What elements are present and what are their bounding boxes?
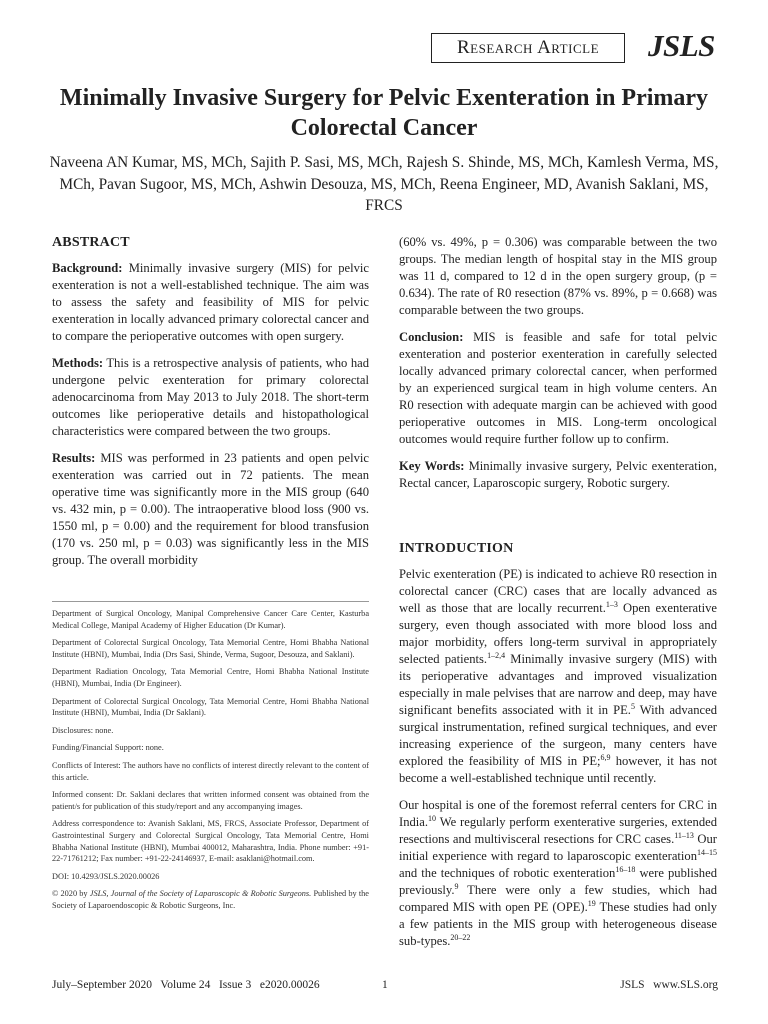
keywords <box>399 458 717 492</box>
doi: DOI: 10.4293/JSLS.2020.00026 <box>52 871 160 881</box>
conclusion-label: Conclusion: <box>399 330 464 344</box>
background-label: Background: <box>52 261 123 275</box>
citation: 1–3 <box>605 599 618 609</box>
keywords-text: Minimally invasive surgery, Pelvic exenteration, Rectal cancer, Laparoscopic surgery, Robotic surgery. <box>399 459 717 490</box>
footnote: Address correspondence to: Avanish Saklani, MS, FRCS, Associate Professor, Department of Gastrointestinal Surgery and Colorectal Surgical Oncology, Tata Memorial Centre, Homi Bhabha National Institute (HBNI), Mumbai 400012, Maharashtra, India. Phone number: +91-22-71761212; Fax number: +91-22-24146937, E-mail: asaklani@hotmail.com. <box>52 819 369 864</box>
footnote: Department of Colorectal Surgical Oncology, Tata Memorial Centre, Homi Bhabha National Institute (HBNI), Mumbai, India (Dr Saklani). <box>52 696 369 718</box>
abstract-conclusion <box>399 329 717 448</box>
footnote: Informed consent: Dr. Saklani declares that written informed consent was obtained from the patient/s for publication of this study/report and any accompanying images. <box>52 790 369 811</box>
page-number: 1 <box>382 979 388 991</box>
citation: 9 <box>454 881 459 891</box>
conclusion-text: MIS is feasible and safe for total pelvic exenteration and posterior exenteration in carefully selected locally advanced primary colorectal cancer, when performed by an experienced surgical team in high volume centers. An R0 resection with adequate margin can be achieved with good perioperative outcomes in MIS. Long-term oncological outcomes would require further follow up to confirm. <box>399 330 717 446</box>
citation: 19 <box>587 898 596 908</box>
footnote: Funding/Financial Support: none. <box>52 743 164 753</box>
article-type-label: Research Article <box>431 33 625 63</box>
abstract-methods <box>52 355 369 440</box>
introduction-heading: INTRODUCTION <box>399 541 514 556</box>
abstract-results <box>52 450 369 569</box>
intro-paragraph-2: Our hospital is one of the foremost referral centers for CRC in India.$^{10}$ We regularly perform exenterative surgeries, extended resections and multivisceral resections for CRC cases.$^{11-13}$ Our initial experience with regard to laparoscopic exenteration$^{14-15}$ and the techniques of robotic exenteration$^{16-18}$ were published previously.$^9$ There were only a few studies, which had compared MIS with open PE (OPE).$^{19}$ These studies had only a few patients in the MIS group with heterogeneous disease sub-types.$^{20-22}$ <box>399 798 718 948</box>
citation: 1–2,4 <box>487 650 506 660</box>
right-column <box>399 234 717 960</box>
background-text: Minimally invasive surgery (MIS) for pelvic exenteration is not a well-established technique. The aim was to assess the safety and feasibility of MIS for pelvic exenteration in locally advanced primary colorectal cancer and to compare the perioperative outcomes with open surgery. <box>52 261 369 343</box>
footnote: Conflicts of Interest: The authors have no conflicts of interest directly relevant to the content of this article. <box>52 760 369 782</box>
results-label: Results: <box>52 451 96 465</box>
citation: 14–15 <box>697 847 717 857</box>
footnote: Department of Surgical Oncology, Manipal Comprehensive Cancer Care Center, Kasturba Medical College, Manipal Academy of Higher Education (Dr Kumar). <box>52 609 369 630</box>
journal-site: JSLS www.SLS.org <box>620 979 718 991</box>
citation: 16–18 <box>615 864 636 874</box>
citation: 20–22 <box>450 932 471 942</box>
citation: 5 <box>630 701 635 711</box>
article-title: Minimally Invasive Surgery for Pelvic Exenteration in Primary Colorectal Cancer <box>59 85 709 141</box>
intro-paragraph-1: Pelvic exenteration (PE) is indicated to achieve R0 resection in colorectal cancer (CRC) cases that are locally advanced as well as those that are locally recurrent.$^{1-3}$ Open exenterative surgery, even though associated with more blood loss and major morbidity, offers long-term survival in appropriately selected patients.$^{1-2,4}$ Minimally invasive surgery (MIS) with its perioperative advantages and improved visualization especially in male pelvises that are narrow and deep, may have significant benefits associated with it in PE.$^5$ With advanced surgical instrumentation, refined surgical techniques, and ever increasing experience of the surgeon, many centers have explored the feasibility of MIS in PE;$^{6,9}$ however, it has not become a well-established technique until recently. <box>399 567 717 785</box>
issue-info: July–September 2020 Volume 24 Issue 3 e2020.00026 <box>52 979 320 991</box>
citation: 11–13 <box>674 830 694 840</box>
footnote: Department of Colorectal Surgical Oncology, Tata Memorial Centre, Homi Bhabha National Institute (HBNI), Mumbai, India (Drs Sasi, Shinde, Verma, Sugoor, Desouza, and Saklani). <box>52 638 369 659</box>
author-list: Naveena AN Kumar, MS, MCh, Sajith P. Sasi, MS, MCh, Rajesh S. Shinde, MS, MCh, Kamlesh Verma, MS, MCh, Pavan Sugoor, MS, MCh, Ashwin Desouza, MS, MCh, Reena Engineer, MD, Avanish Saklani, MS, FRCS <box>49 154 719 214</box>
keywords-label: Key Words: <box>399 459 465 473</box>
footnotes <box>52 601 369 917</box>
citation: 10 <box>428 813 437 823</box>
citation: 6,9 <box>600 752 611 762</box>
left-column <box>52 234 369 579</box>
methods-label: Methods: <box>52 356 104 370</box>
abstract-background <box>52 260 369 345</box>
journal-logo: JSLS <box>648 28 715 63</box>
methods-text: This is a retrospective analysis of patients, who had undergone pelvic exenteration for primary colorectal adenocarcinoma from May 2013 to July 2018. The short-term outcomes like perioperative details and histopathological characteristics were compared between the two groups. <box>52 356 370 438</box>
results-continued: (60% vs. 49%, p = 0.306) was comparable between the two groups. The median length of hospital stay in the MIS group was 11 d, compared to 12 d in the open surgery group, (p = 0.634). The rate of R0 resection (87% vs. 89%, p = 0.668) was comparable between the two groups. <box>399 235 717 317</box>
abstract-heading: ABSTRACT <box>52 235 130 250</box>
results-text: MIS was performed in 23 patients and open pelvic exenteration was carried out in 72 patients. The mean operative time was significantly more in the MIS group (640 vs. 432 min, p = 0.00). The intraoperative blood loss (900 vs. 1550 ml, p = 0.00) and the requirement for blood transfusion (170 vs. 250 ml, p = 0.03) was significantly less in the MIS group. The overall morbidity <box>52 451 369 567</box>
copyright: © 2020 by JSLS, Journal of the Society of Laparoscopic & Robotic Surgeons. Published by the Society of Laparoendoscopic & Robotic Surgeons, Inc. <box>52 889 369 910</box>
footnote: Department Radiation Oncology, Tata Memorial Centre, Homi Bhabha National Institute (HBNI), Mumbai, India (Dr Engineer). <box>52 667 369 688</box>
footnote: Disclosures: none. <box>52 725 114 735</box>
